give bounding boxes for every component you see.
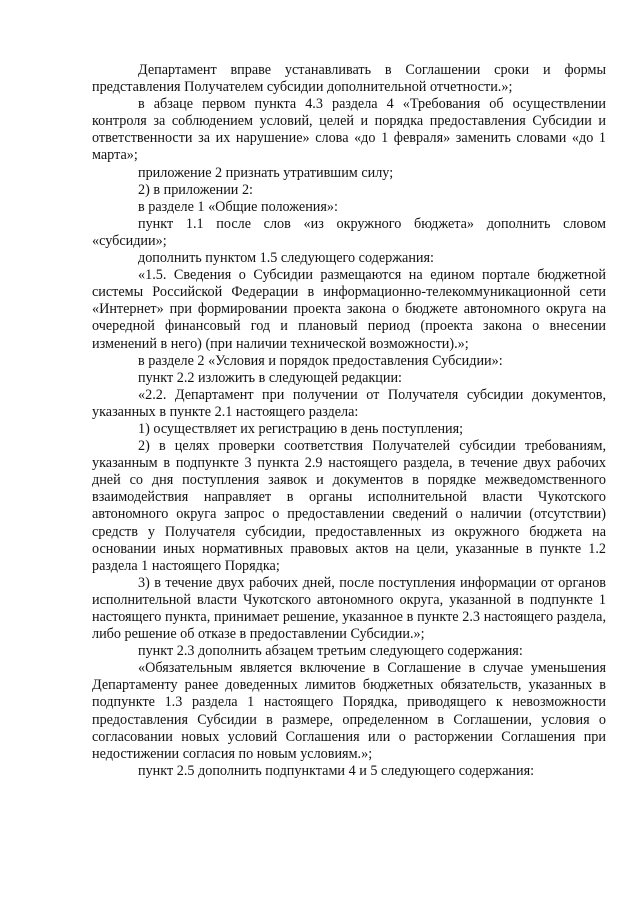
document-page bbox=[92, 62, 606, 780]
paragraph: «Обязательным является включение в Соглашение в случае уменьшения Департаменту ранее доведенных лимитов бюджетных обязательств, указанных в подпункте 1.3 раздела 1 настоящего Порядка, приводящего к невозможности предоставления Субсидии в размере, определенном в Соглашении, условия о согласовании новых условий Соглашения или о расторжении Соглашения при недостижении согласия по новым условиям.»; bbox=[92, 660, 606, 762]
paragraph: 2) в целях проверки соответствия Получателей субсидии требованиям, указанным в подпункте 3 пункта 2.9 настоящего раздела, в течение двух рабочих дней со дня поступления заявок и документов в порядке межведомственного взаимодействия направляет в органы исполнительной власти Чукотского автономного округа запрос о предоставлении сведений о наличии (отсутствии) средств у Получателя субсидии, предоставленных из окружного бюджета на основании иных нормативных правовых актов на цели, указанные в пункте 1.2 раздела 1 настоящего Порядка; bbox=[92, 438, 606, 574]
paragraph: дополнить пунктом 1.5 следующего содержания: bbox=[138, 250, 434, 267]
paragraph: приложение 2 признать утратившим силу; bbox=[138, 164, 394, 181]
paragraph: в абзаце первом пункта 4.3 раздела 4 «Требования об осуществлении контроля за соблюдением условий, целей и порядка предоставления Субсидии и ответственности за их нарушение» слова «до 1 февраля» заменить словами «до 1 марта»; bbox=[92, 96, 606, 164]
paragraph: «2.2. Департамент при получении от Получателя субсидии документов, указанных в пункте 2.1 настоящего раздела: bbox=[92, 386, 606, 420]
paragraph: Департамент вправе устанавливать в Соглашении сроки и формы представления Получателем субсидии дополнительной отчетности.»; bbox=[92, 62, 606, 96]
paragraph: пункт 1.1 после слов «из окружного бюджета» дополнить словом «субсидии»; bbox=[92, 215, 606, 249]
paragraph: 2) в приложении 2: bbox=[138, 181, 253, 198]
paragraph: пункт 2.2 изложить в следующей редакции: bbox=[138, 369, 402, 386]
paragraph: пункт 2.3 дополнить абзацем третьим следующего содержания: bbox=[138, 643, 523, 660]
paragraph: в разделе 2 «Условия и порядок предоставления Субсидии»: bbox=[138, 352, 503, 369]
paragraph: в разделе 1 «Общие положения»: bbox=[138, 198, 338, 215]
paragraph: 3) в течение двух рабочих дней, после поступления информации от органов исполнительной власти Чукотского автономного округа, указанной в подпункте 1 настоящего пункта, принимает решение, указанное в пункте 2.3 настоящего раздела, либо решение об отказе в предоставлении Субсидии.»; bbox=[92, 574, 606, 643]
paragraph: 1) осуществляет их регистрацию в день поступления; bbox=[138, 420, 464, 437]
paragraph: «1.5. Сведения о Субсидии размещаются на едином портале бюджетной системы Российской Федерации в информационно-телекоммуникационной сети «Интернет» при формировании проекта закона о бюджете автономного округа на очередной финансовый год и плановый период (проекта закона о внесении изменений в него) (при наличии технической возможности).»; bbox=[92, 267, 606, 352]
paragraph: пункт 2.5 дополнить подпунктами 4 и 5 следующего содержания: bbox=[138, 762, 535, 779]
